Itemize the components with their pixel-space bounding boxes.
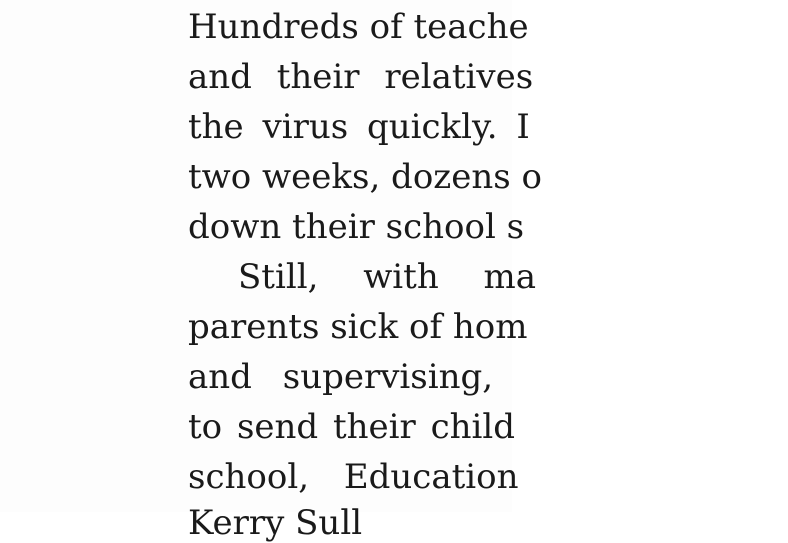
text-line-11: Kerry Sull	[188, 503, 363, 543]
text-line-6: Still, with ma	[238, 257, 537, 297]
text-line-8: and supervising,	[188, 357, 494, 397]
text-line-10: school, Education	[188, 457, 519, 497]
text-line-1: Hundreds of teache	[188, 7, 529, 47]
text-line-5: down their school s	[188, 207, 525, 247]
text-line-7: parents sick of hom	[188, 307, 528, 347]
text-line-3: the virus quickly. I	[188, 107, 530, 147]
text-line-9: to send their child	[188, 407, 516, 447]
text-line-2: and their relatives	[188, 57, 534, 97]
text-line-4: two weeks, dozens o	[188, 157, 542, 197]
